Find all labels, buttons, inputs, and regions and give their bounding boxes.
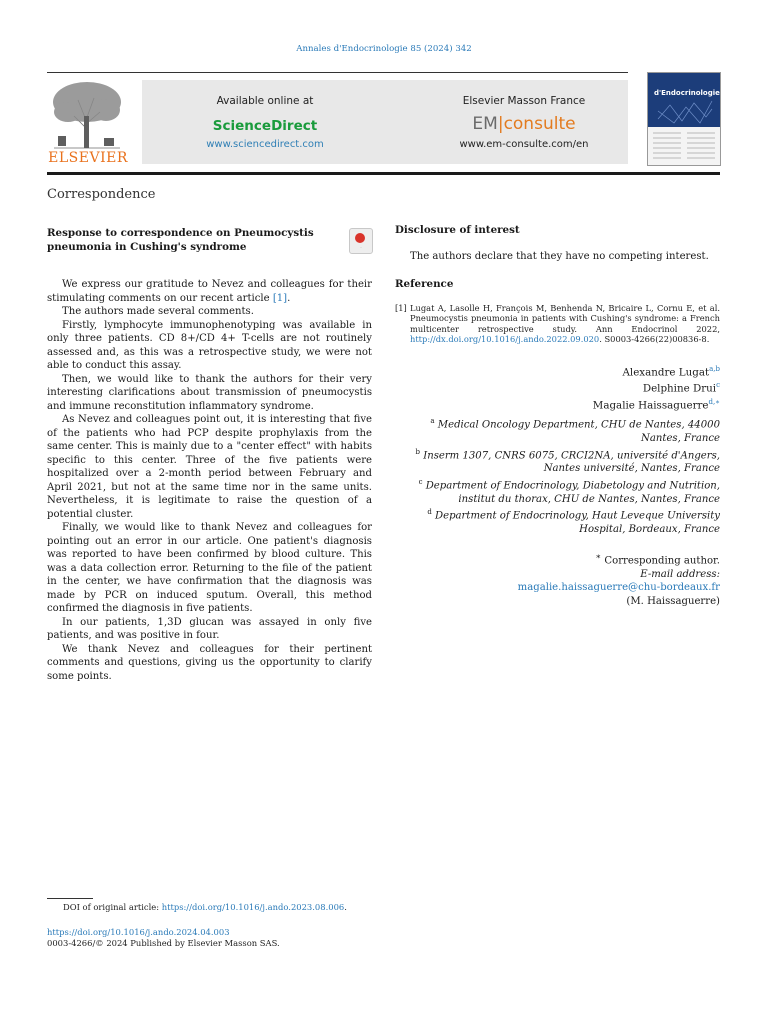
corresponding-star: ∗ bbox=[595, 550, 602, 561]
corresponding-author-line bbox=[395, 550, 720, 568]
email-link[interactable]: magalie.haissaguerre@chu-bordeaux.fr bbox=[517, 582, 720, 594]
affiliation-marker: c bbox=[418, 477, 423, 486]
available-online-label: Available online at bbox=[216, 95, 314, 107]
elsevier-tree-icon bbox=[48, 78, 126, 150]
reference-text: Lugat A, Lasolle H, François M, Benhenda N, Bricaire L, Cornu E, et al. Pneumocystis pneumonia in patients with Cushing's syndrome: a French multicenter retrospective study. Ann Endocrinol 2022, bbox=[410, 302, 720, 334]
sciencedirect-logo[interactable]: ScienceDirect bbox=[212, 118, 318, 134]
affiliation-text: Medical Oncology Department, CHU de Nantes, 44000 Nantes, France bbox=[437, 419, 720, 445]
body-paragraph: Finally, we would like to thank Nevez and colleagues for pointing out an error in our article. One patient's diagnosis was reported to have been confirmed by blood culture. This was a data collection error. Returning to the file of the patient in the center, we have confirmation that the diagnosis was made by PCR on induced sputum. Overall, this method confirmed the diagnosis in five patients. bbox=[47, 522, 372, 614]
crossmark-label: · bbox=[360, 245, 362, 250]
em-logo-consulte: consulte bbox=[503, 114, 576, 134]
reference-number: [1] bbox=[395, 302, 407, 313]
reference-doi-link[interactable]: http://dx.doi.org/10.1016/j.ando.2022.09.020 bbox=[410, 334, 600, 344]
em-logo-em: EM bbox=[472, 114, 498, 134]
article-doi-link[interactable]: https://doi.org/10.1016/j.ando.2024.04.003 bbox=[47, 927, 230, 937]
copyright-line: 0003-4266/© 2024 Published by Elsevier Masson SAS. bbox=[47, 938, 280, 948]
paragraph-end: . bbox=[287, 292, 291, 304]
paragraph-text: We express our gratitude to Nevez and colleagues for their stimulating comments on our recent article bbox=[47, 279, 372, 304]
footnote bbox=[63, 902, 347, 912]
journal-cover-thumbnail[interactable] bbox=[647, 72, 721, 166]
author-name: Delphine Drui bbox=[642, 382, 717, 395]
footnote-rule bbox=[47, 898, 93, 899]
availability-banner bbox=[142, 80, 628, 164]
journal-reference[interactable]: Annales d'Endocrinologie 85 (2024) 342 bbox=[296, 44, 472, 54]
disclosure-heading: Disclosure of interest bbox=[395, 224, 520, 236]
cover-title: d'Endocrinologie bbox=[654, 89, 720, 97]
em-consulte-logo[interactable] bbox=[444, 114, 604, 134]
reference-tail: . S0003-4266(22)00836-8. bbox=[599, 334, 710, 344]
affiliation-marker: d bbox=[427, 508, 432, 517]
body-paragraph: As Nevez and colleagues point out, it is interesting that five of the patients who had PCP despite prophylaxis from the same center. This is mainly due to a "center effect" with habits specific to this center. Three of the five patients were hospitalized over a 2-month period between February and April 2021, but not at the same time nor in the same units. Nevertheless, it is legitimate to raise the question of a potential cluster. bbox=[47, 414, 372, 520]
email-label: E-mail address: bbox=[640, 568, 720, 580]
author-list bbox=[395, 363, 720, 414]
author-line bbox=[395, 379, 720, 396]
article-title: Response to correspondence on Pneumocystis pneumonia in Cushing's syndrome bbox=[47, 227, 314, 253]
affiliation-list bbox=[395, 415, 720, 536]
footnote-label: DOI of original article: bbox=[63, 902, 162, 912]
disclosure-text: The authors declare that they have no competing interest. bbox=[410, 251, 709, 262]
header-rule bbox=[47, 72, 628, 73]
affiliation-text: Department of Endocrinology, Haut Leveque University Hospital, Bordeaux, France bbox=[435, 510, 720, 536]
citation-link[interactable]: [1] bbox=[272, 292, 288, 304]
elsevier-logo[interactable] bbox=[47, 78, 129, 166]
elsevier-wordmark: ELSEVIER bbox=[48, 150, 128, 166]
affiliation-text: Department of Endocrinology, Diabetology and Nutrition, institut du thorax, CHU de Nantes, Nantes, France bbox=[425, 480, 720, 505]
affiliation-marker: b bbox=[415, 447, 420, 456]
header-thick-rule bbox=[47, 172, 720, 175]
em-logo-separator: | bbox=[497, 114, 504, 134]
crossmark-icon bbox=[355, 233, 365, 243]
body-paragraph: Firstly, lymphocyte immunophenotyping was available in only three patients. CD 8+/CD 4+ T-cells are not routinely assessed and, as this was a retrospective study, we were not able to conduct this assay. bbox=[47, 319, 372, 371]
author-affiliation-marker[interactable]: a,b bbox=[709, 364, 720, 373]
affiliation bbox=[395, 446, 720, 476]
body-paragraph: Then, we would like to thank the authors for their very interesting clarifications about transmission of pneumocystis and immune reconstitution inflammatory syndrome. bbox=[47, 373, 372, 412]
footnote-end: . bbox=[344, 902, 347, 912]
cover-contents-panel bbox=[648, 127, 720, 165]
affiliation bbox=[395, 476, 720, 506]
sciencedirect-link[interactable]: www.sciencedirect.com bbox=[206, 139, 324, 150]
affiliation bbox=[395, 506, 720, 536]
body-paragraph: The authors made several comments. bbox=[62, 306, 254, 317]
author-affiliation-marker[interactable]: c bbox=[716, 381, 720, 390]
correspondence-block bbox=[395, 550, 720, 608]
affiliation-text: Inserm 1307, CNRS 6075, CRCI2NA, université d'Angers, Nantes université, Nantes, France bbox=[423, 449, 720, 475]
article-type: Correspondence bbox=[47, 187, 156, 202]
right-column bbox=[395, 224, 720, 608]
publisher-name: Elsevier Masson France bbox=[462, 95, 586, 107]
author-name: Alexandre Lugat bbox=[622, 365, 710, 378]
author-line bbox=[395, 363, 720, 380]
corresponding-label: Corresponding author. bbox=[604, 555, 720, 567]
cover-art-icon bbox=[656, 99, 714, 125]
affiliation bbox=[395, 415, 720, 445]
body-paragraph: In our patients, 1,3D glucan was assayed in only five patients, and was positive in four. bbox=[47, 616, 372, 641]
body-paragraph bbox=[47, 278, 372, 305]
article-body bbox=[47, 278, 372, 683]
affiliation-marker: a bbox=[430, 417, 435, 426]
corresponding-name: (M. Haissaguerre) bbox=[626, 595, 720, 607]
reference-entry bbox=[395, 303, 720, 345]
author-name: Magalie Haissaguerre bbox=[592, 399, 709, 412]
em-consulte-link[interactable]: www.em-consulte.com/en bbox=[459, 139, 589, 150]
left-column bbox=[47, 226, 372, 683]
author-affiliation-marker[interactable]: d,∗ bbox=[708, 398, 720, 407]
original-article-doi-link[interactable]: https://doi.org/10.1016/j.ando.2023.08.006 bbox=[161, 902, 345, 912]
check-for-updates-badge[interactable] bbox=[349, 228, 373, 254]
cover-text-lines-icon bbox=[648, 127, 720, 165]
reference-heading: Reference bbox=[395, 277, 454, 290]
body-paragraph: We thank Nevez and colleagues for their pertinent comments and questions, giving us the opportunity to clarify some points. bbox=[47, 643, 372, 682]
author-line bbox=[395, 396, 720, 413]
